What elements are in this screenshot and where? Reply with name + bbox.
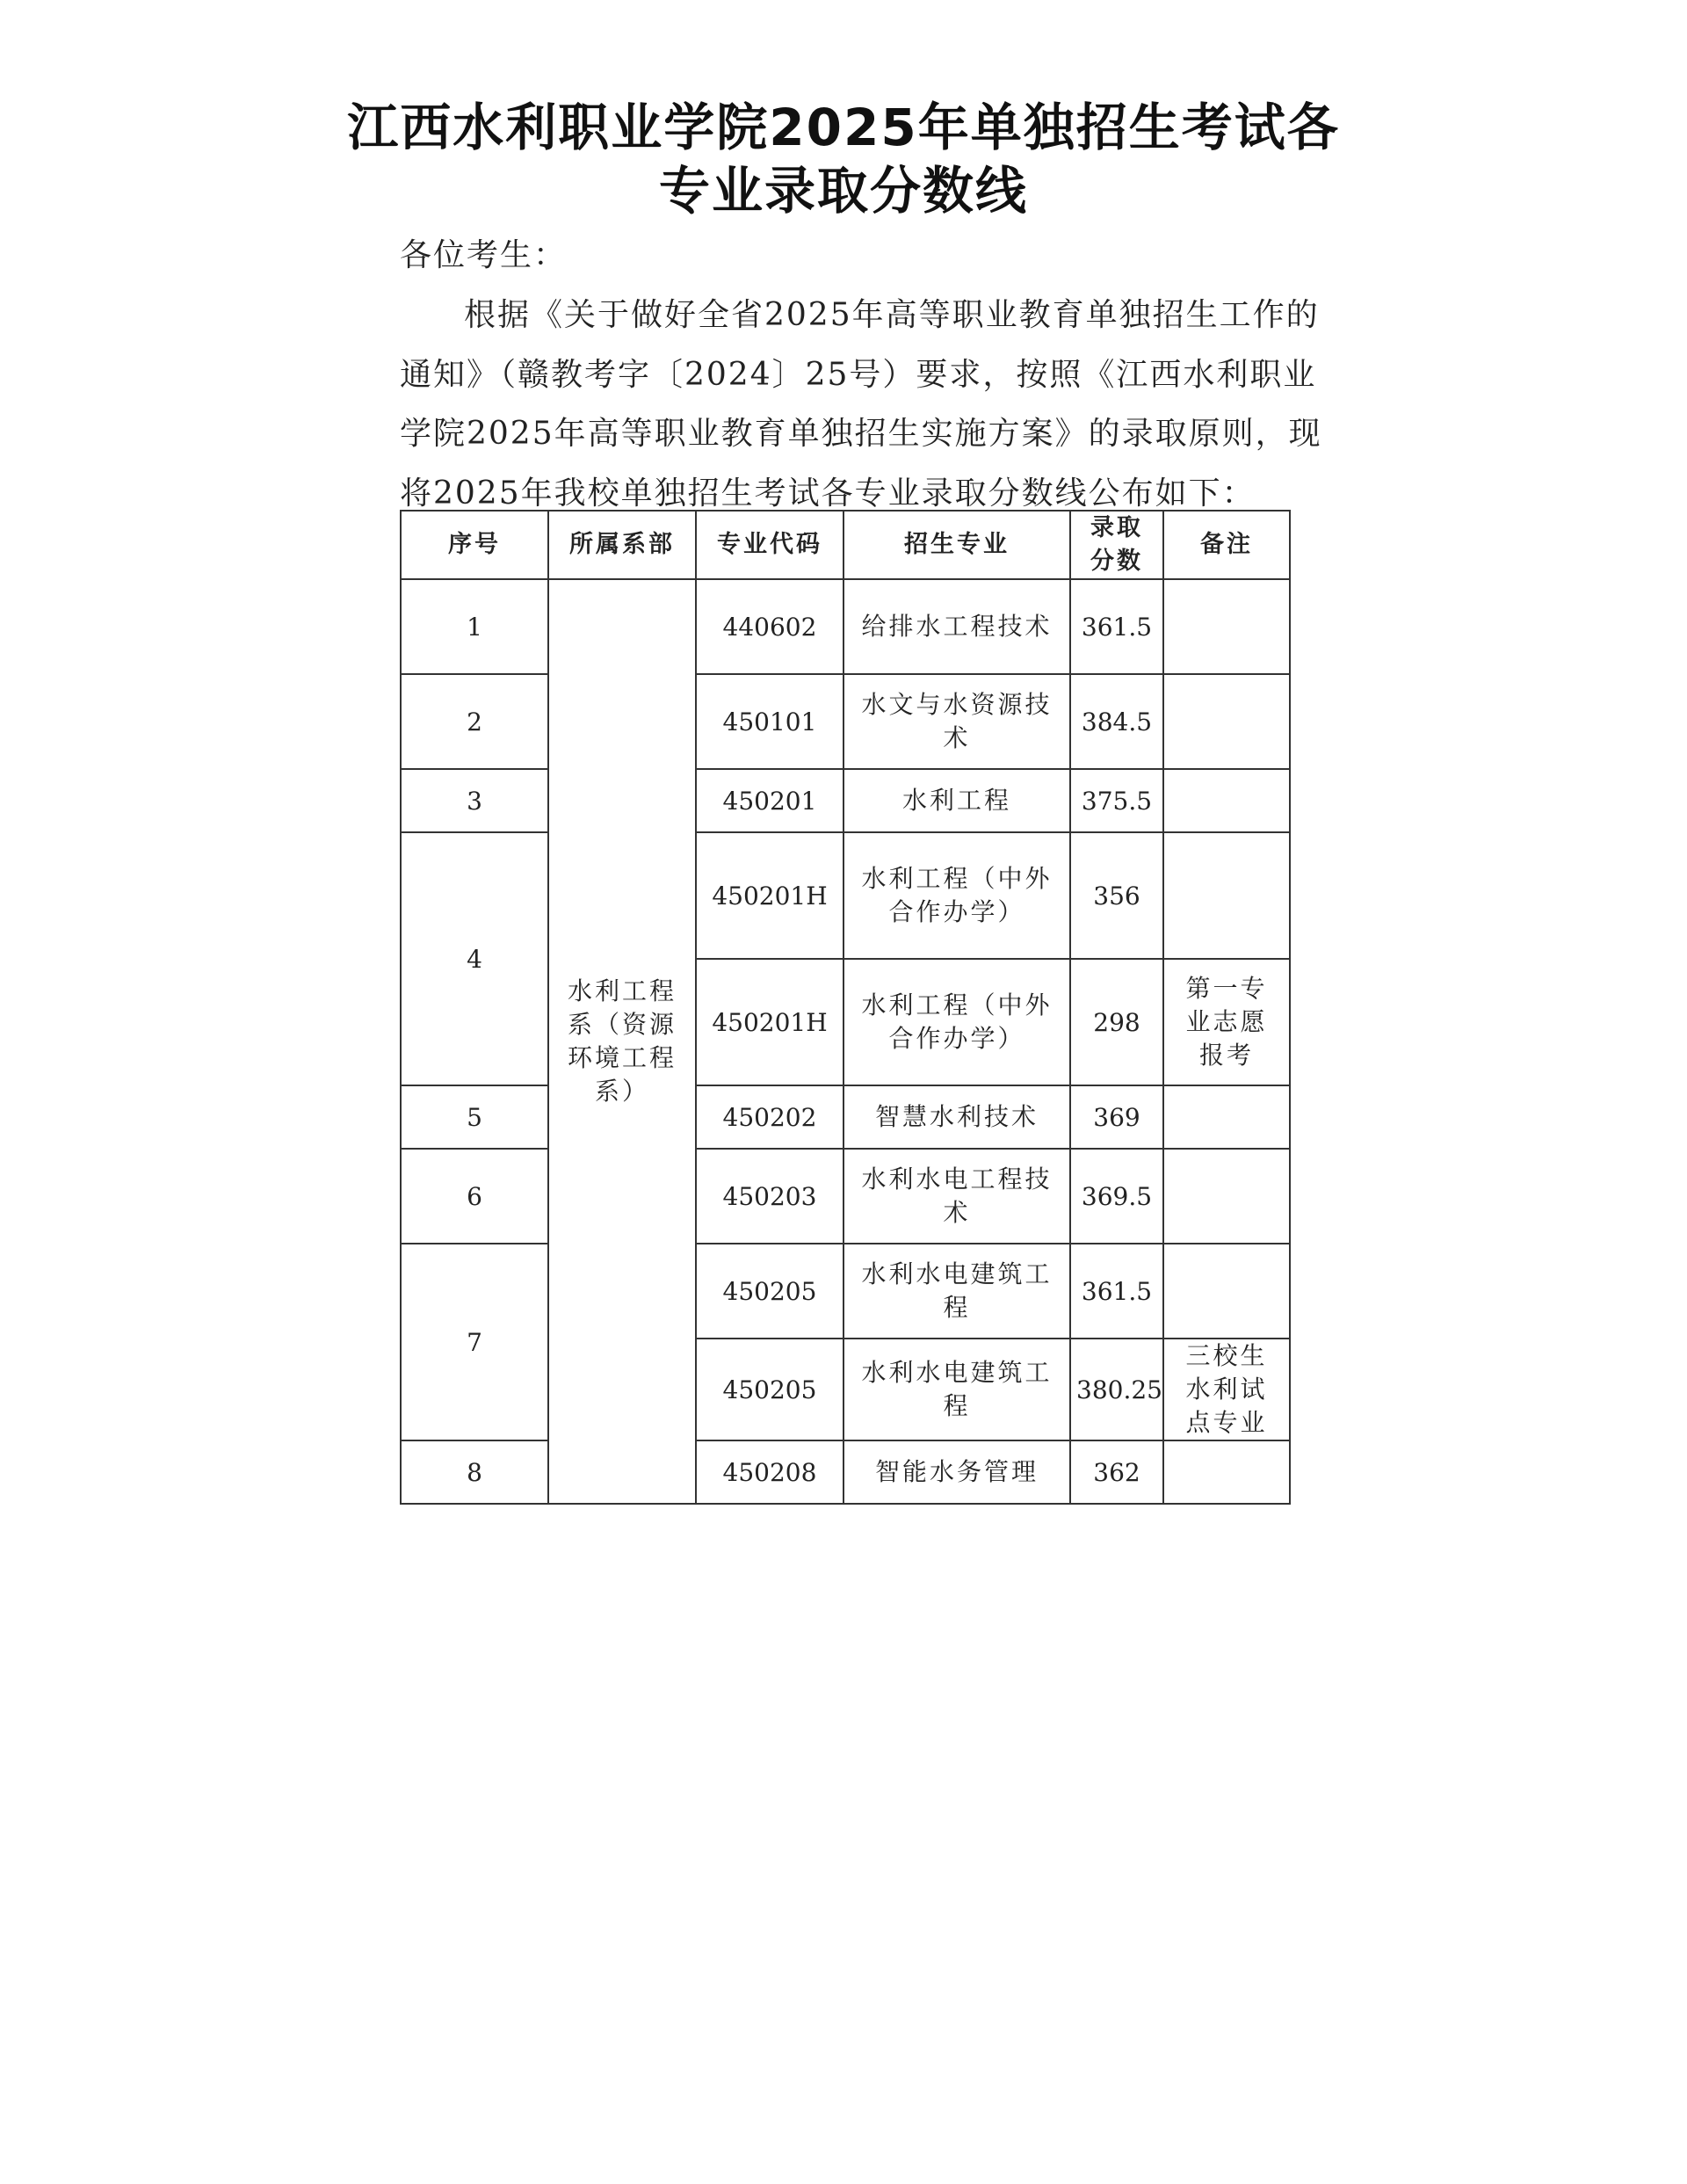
note-text: 第一专业志愿报考	[1185, 974, 1268, 1070]
cell-seq: 3	[401, 769, 548, 832]
cell-note	[1163, 1149, 1290, 1244]
cell-note	[1163, 1440, 1290, 1504]
header-score-text: 录取分数	[1090, 514, 1143, 575]
cell-major: 水利水电建筑工程	[844, 1339, 1070, 1440]
cell-major	[844, 832, 1070, 959]
cell-code: 450203	[696, 1149, 844, 1244]
cell-seq: 8	[401, 1440, 548, 1504]
cell-code: 450201H	[696, 832, 844, 959]
major-text: 水利工程（中外合作办学）	[861, 864, 1053, 926]
admission-score-table	[400, 510, 1291, 1505]
cell-note	[1163, 674, 1290, 769]
cell-note	[1163, 1085, 1290, 1149]
table-row	[401, 1244, 1290, 1339]
document-title-line-2: 专业录取分数线	[658, 161, 1028, 221]
cell-code: 440602	[696, 579, 844, 674]
cell-note	[1163, 579, 1290, 674]
header-dept: 所属系部	[548, 511, 696, 579]
table-header-row	[401, 511, 1290, 579]
paragraph-line-1: 根据《关于做好全省2025年高等职业教育单独招生工作的	[464, 297, 1320, 333]
header-score	[1070, 511, 1163, 579]
cell-note	[1163, 769, 1290, 832]
table-row	[401, 579, 1290, 674]
table-row	[401, 1085, 1290, 1149]
cell-score: 361.5	[1070, 579, 1163, 674]
cell-seq: 2	[401, 674, 548, 769]
cell-code: 450205	[696, 1339, 844, 1440]
cell-seq: 4	[401, 832, 548, 1085]
cell-code: 450202	[696, 1085, 844, 1149]
cell-score: 356	[1070, 832, 1163, 959]
paragraph-line-4: 将2025年我校单独招生考试各专业录取分数线公布如下：	[400, 475, 1256, 512]
table-row	[401, 674, 1290, 769]
header-code: 专业代码	[696, 511, 844, 579]
cell-seq: 1	[401, 579, 548, 674]
cell-score: 298	[1070, 959, 1163, 1085]
table-row	[401, 832, 1290, 959]
cell-major: 智慧水利技术	[844, 1085, 1070, 1149]
cell-code: 450208	[696, 1440, 844, 1504]
cell-score: 362	[1070, 1440, 1163, 1504]
cell-major: 水文与水资源技术	[844, 674, 1070, 769]
cell-code: 450201	[696, 769, 844, 832]
cell-seq: 6	[401, 1149, 548, 1244]
cell-score: 369	[1070, 1085, 1163, 1149]
cell-major	[844, 959, 1070, 1085]
cell-score: 375.5	[1070, 769, 1163, 832]
document-title-line-1: 江西水利职业学院2025年单独招生考试各	[347, 98, 1340, 157]
note-text: 三校生水利试点专业	[1185, 1341, 1268, 1437]
cell-note	[1163, 959, 1290, 1085]
table-row	[401, 769, 1290, 832]
header-major: 招生专业	[844, 511, 1070, 579]
major-text: 水利工程（中外合作办学）	[861, 990, 1053, 1053]
cell-note	[1163, 1339, 1290, 1440]
cell-code: 450201H	[696, 959, 844, 1085]
table-row	[401, 1149, 1290, 1244]
cell-major: 给排水工程技术	[844, 579, 1070, 674]
paragraph-line-3: 学院2025年高等职业教育单独招生实施方案》的录取原则，现	[400, 416, 1322, 452]
cell-dept	[548, 579, 696, 1504]
cell-note	[1163, 832, 1290, 959]
salutation: 各位考生：	[400, 237, 568, 273]
cell-major: 水利水电建筑工程	[844, 1244, 1070, 1339]
header-note: 备注	[1163, 511, 1290, 579]
cell-score: 361.5	[1070, 1244, 1163, 1339]
cell-seq: 5	[401, 1085, 548, 1149]
cell-major: 智能水务管理	[844, 1440, 1070, 1504]
header-seq: 序号	[401, 511, 548, 579]
dept-text: 水利工程系（资源环境工程系）	[567, 976, 677, 1106]
cell-seq: 7	[401, 1244, 548, 1440]
table-row	[401, 1440, 1290, 1504]
cell-major: 水利水电工程技术	[844, 1149, 1070, 1244]
cell-score: 380.25	[1070, 1339, 1163, 1440]
cell-major: 水利工程	[844, 769, 1070, 832]
cell-score: 384.5	[1070, 674, 1163, 769]
cell-score: 369.5	[1070, 1149, 1163, 1244]
cell-code: 450101	[696, 674, 844, 769]
cell-code: 450205	[696, 1244, 844, 1339]
paragraph-line-2: 通知》（赣教考字〔2024〕25号）要求，按照《江西水利职业	[400, 357, 1317, 393]
cell-note	[1163, 1244, 1290, 1339]
